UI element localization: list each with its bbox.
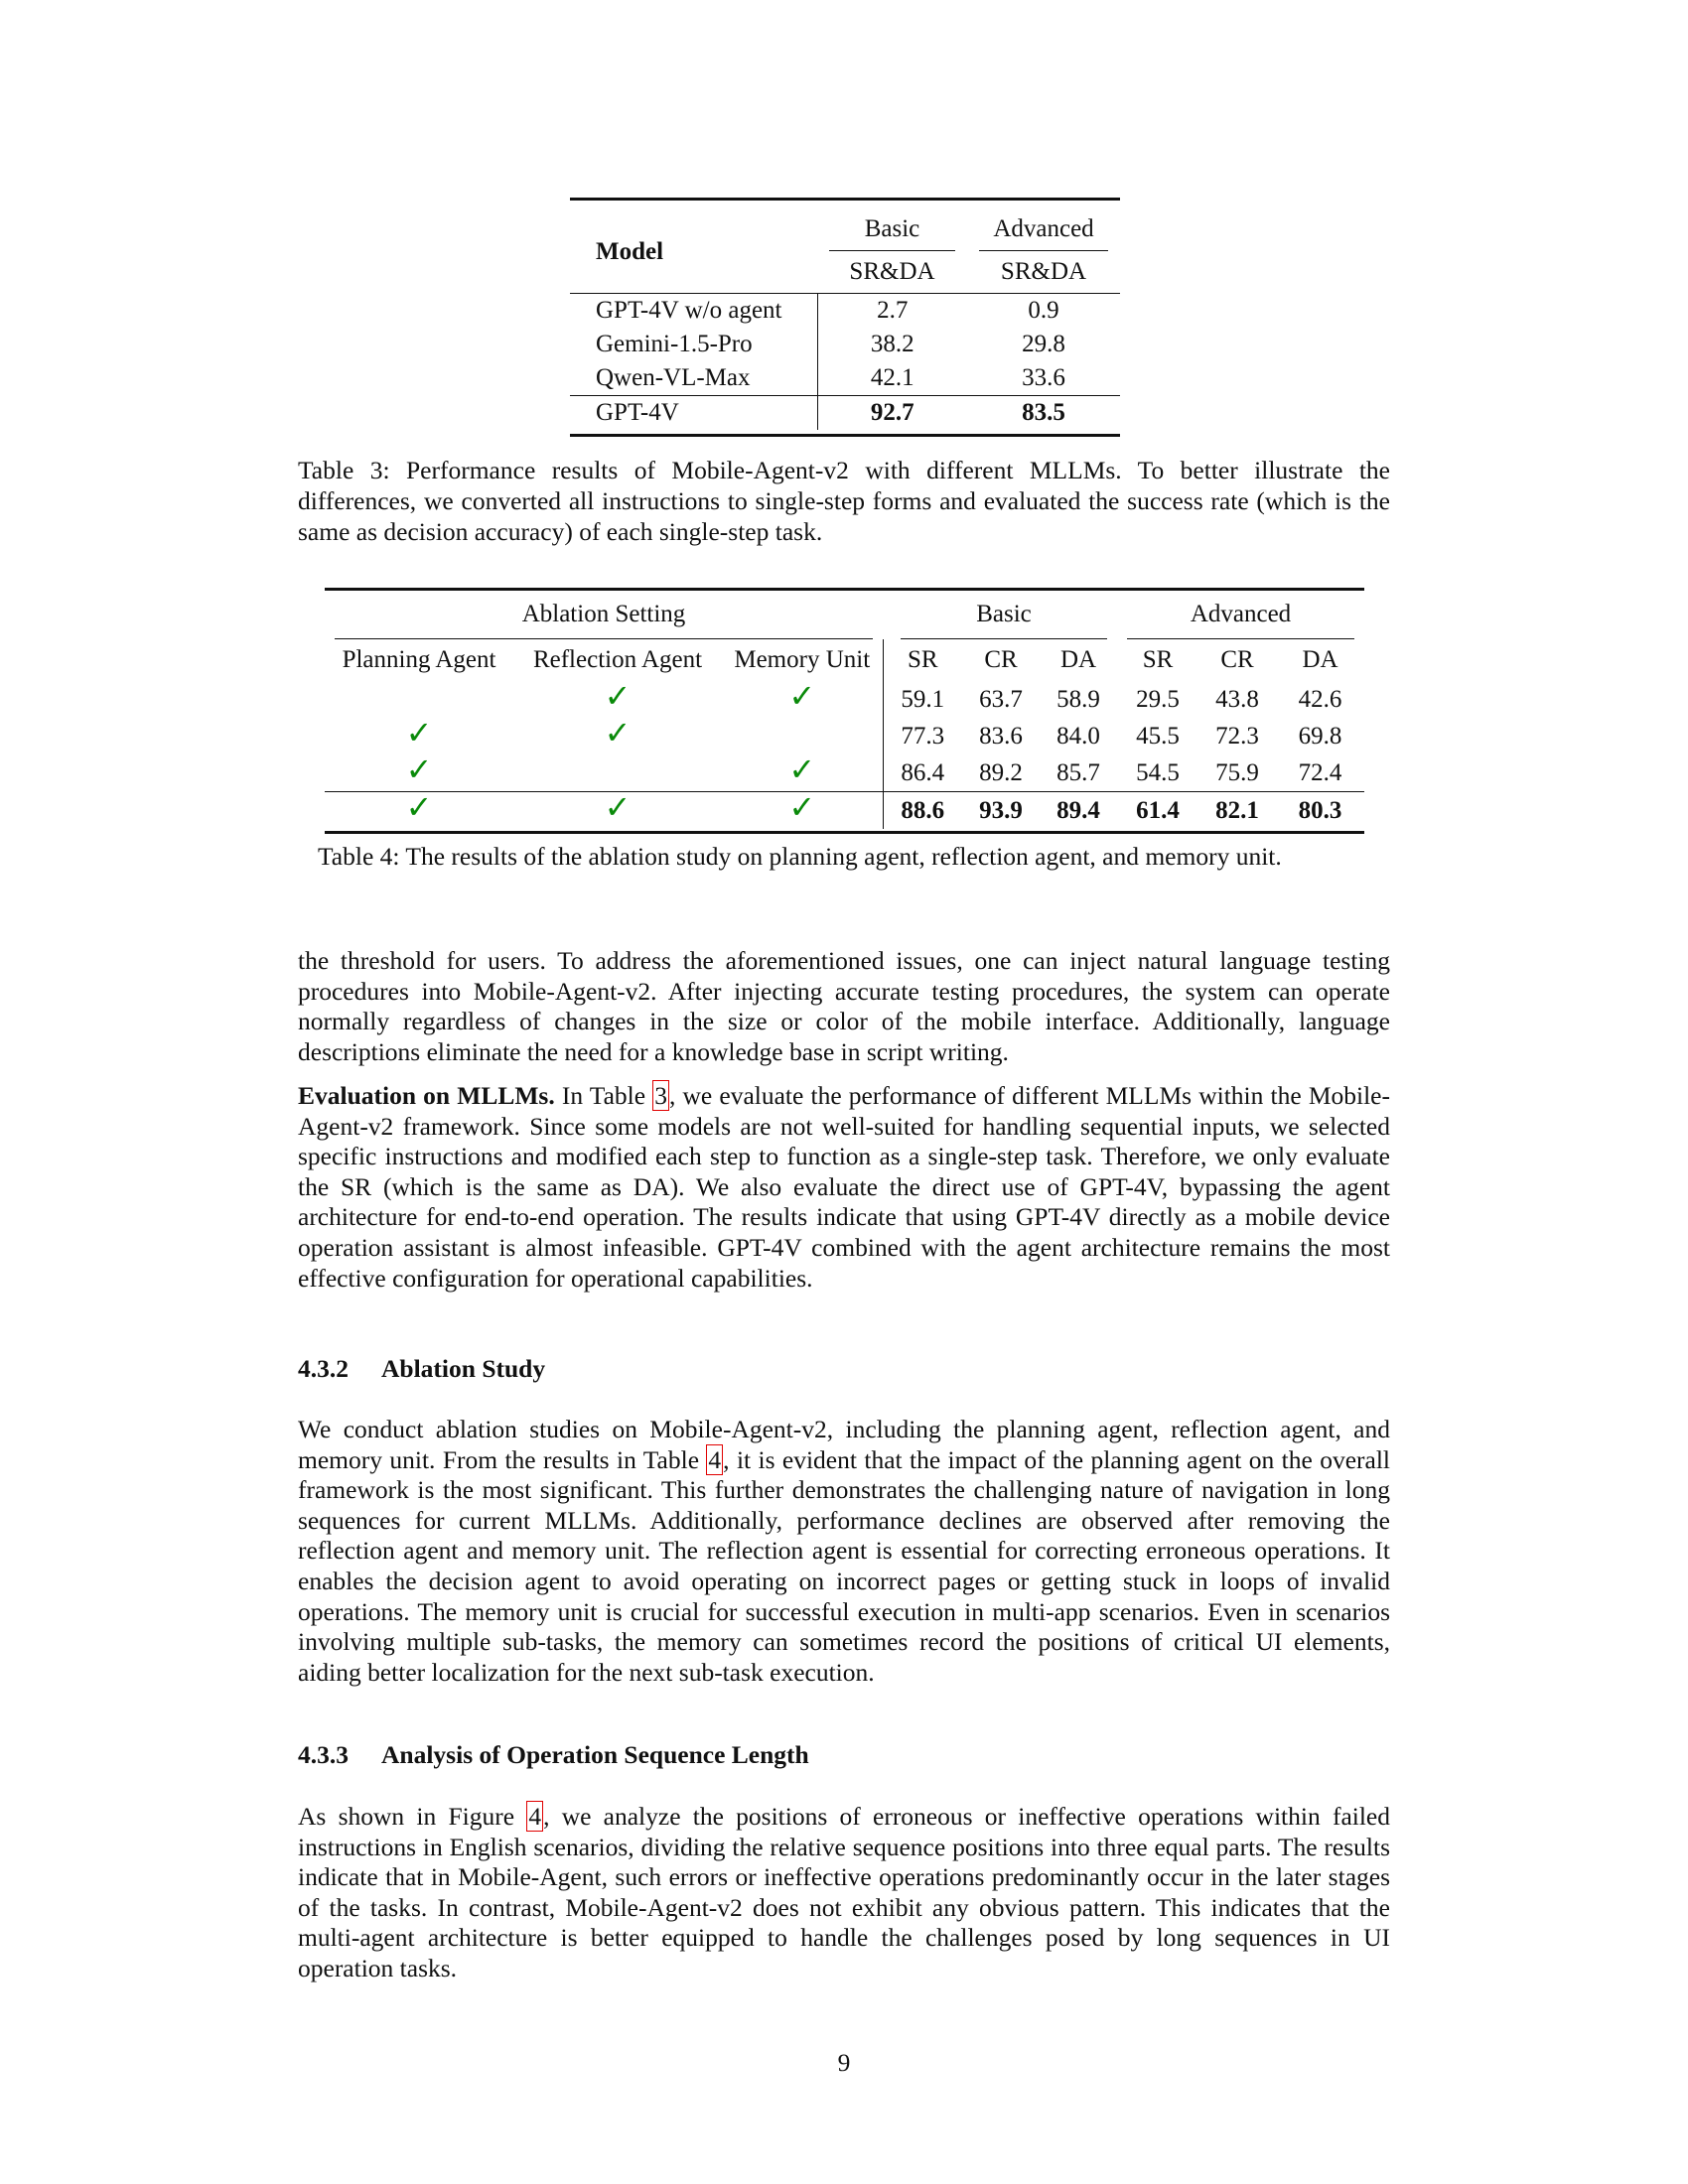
table-ref-link[interactable]: 4	[708, 1444, 722, 1474]
paragraph-ablation: We conduct ablation studies on Mobile-Agent-v2, including the planning agent, reflection agent, and memory unit. From the results in Table 4, it is evident that the impact of the planning agent on the overall framework is the most significant. This further demonstrates the challenging nature of navigation in long sequences for current MLLMs. Additionally, performance declines are observed after removing the reflection agent and memory unit. The reflection agent is essential for correcting erroneous operations. It enables the decision agent to avoid operating on incorrect pages or getting stuck in loops of invalid operations. The memory unit is crucial for successful execution in multi-app scenarios. Even in scenarios involving multiple sub-tasks, the memory can sometimes record the positions of critical UI elements, aiding better localization for the next sub-task execution.	[298, 1415, 1390, 1687]
table4-reflection-cell	[513, 677, 722, 718]
table3-advanced-value: 29.8	[1022, 330, 1065, 357]
paragraph-sequence-length: As shown in Figure 4, we analyze the positions of erroneous or ineffective operations within failed instructions in English scenarios, dividing the relative sequence positions into three equal parts. The results indicate that in Mobile-Agent, such errors or ineffective operations predominantly occur in the later stages of the tasks. In contrast, Mobile-Agent-v2 does not exhibit any obvious pattern. This indicates that the multi-agent architecture is better equipped to handle the challenges posed by long sequences in UI operation tasks.	[298, 1802, 1391, 1982]
table4-ablation-header: Ablation Setting	[335, 597, 873, 639]
table4-value-a-sr: 29.5	[1136, 685, 1180, 713]
page-number: 9	[837, 2048, 851, 2077]
table4-basic-da: DA	[1059, 646, 1097, 673]
table4-value-a-sr: 61.4	[1117, 792, 1198, 830]
table4-value-b-da: 58.9	[1056, 685, 1100, 713]
table4-advanced-header: Advanced	[1127, 597, 1354, 639]
table3-advanced-value: 0.9	[967, 293, 1120, 328]
table3-advanced-value: 83.5	[967, 395, 1120, 430]
check-icon: ✓	[788, 677, 816, 715]
table3-caption: Table 3: Performance results of Mobile-Agent-v2 with different MLLMs. To better illustrate the differences, we converted all instructions to single-step forms and evaluated the success rate (which is the same as decision accuracy) of each single-step task.	[298, 456, 1390, 546]
table4-planning-cell	[325, 788, 513, 830]
table-row	[570, 395, 1120, 430]
table-row	[325, 681, 1364, 718]
table-row	[325, 792, 1364, 830]
table4-value-b-cr: 83.6	[979, 722, 1023, 750]
table4-value-a-sr: 45.5	[1136, 722, 1180, 750]
table3-model-header: Model	[596, 238, 664, 266]
paragraph-threshold: the threshold for users. To address the aforementioned issues, one can inject natural language testing procedures into Mobile-Agent-v2. After injecting accurate testing procedures, the system can operate normally regardless of changes in the size or color of the mobile interface. Additionally, language descriptions eliminate the need for a knowledge base in script writing.	[298, 946, 1390, 1066]
table3-advanced-header: Advanced	[979, 212, 1108, 251]
table3-basic-value: 42.1	[870, 363, 914, 391]
table4-value-a-da: 69.8	[1298, 722, 1342, 750]
table-3	[570, 198, 1120, 437]
table-row	[570, 361, 1120, 396]
check-icon: ✓	[604, 788, 632, 826]
table4-value-b-da: 85.7	[1056, 758, 1100, 786]
table3-model: Qwen-VL-Max	[570, 361, 817, 396]
table4-reflection-cell	[513, 754, 722, 792]
table4-col-planning: Planning Agent	[342, 646, 496, 673]
table3-basic-value: 38.2	[870, 330, 914, 357]
table4-value-b-sr: 88.6	[883, 792, 962, 830]
table4-value-b-sr: 59.1	[901, 685, 945, 713]
check-icon: ✓	[604, 677, 632, 715]
table3-basic-header: Basic	[829, 212, 955, 251]
table4-body	[325, 677, 1364, 829]
table4-value-a-da: 80.3	[1276, 792, 1364, 830]
paragraph-lead: Evaluation on MLLMs.	[298, 1081, 555, 1110]
table4-value-a-sr: 54.5	[1136, 758, 1180, 786]
table3-basic-value: 2.7	[817, 293, 967, 328]
table4-reflection-cell	[513, 788, 722, 830]
table4-value-b-cr: 93.9	[962, 792, 1040, 830]
check-icon: ✓	[405, 788, 433, 826]
table-ref-link[interactable]: 3	[654, 1081, 667, 1110]
table4-reflection-cell	[513, 714, 722, 754]
table4-basic-cr: CR	[984, 646, 1018, 673]
table-4	[325, 588, 1364, 834]
table4-value-a-cr: 72.3	[1215, 722, 1259, 750]
table4-value-b-cr: 63.7	[979, 685, 1023, 713]
table4-memory-cell	[722, 788, 883, 830]
table4-value-b-da: 84.0	[1056, 722, 1100, 750]
table3-model: GPT-4V w/o agent	[570, 293, 817, 328]
table4-value-a-da: 72.4	[1298, 758, 1342, 786]
table4-advanced-cr: CR	[1220, 646, 1254, 673]
table4-basic-sr: SR	[907, 646, 938, 673]
table4-basic-header: Basic	[901, 597, 1107, 639]
table-row	[325, 718, 1364, 754]
table4-memory-cell	[722, 751, 883, 792]
table4-value-a-cr: 75.9	[1215, 758, 1259, 786]
section-heading-4-3-2: 4.3.2 Ablation Study	[298, 1354, 546, 1383]
table4-value-b-sr: 77.3	[901, 722, 945, 750]
table4-value-a-cr: 82.1	[1198, 792, 1276, 830]
table-row	[325, 754, 1364, 792]
table4-col-reflection: Reflection Agent	[532, 646, 703, 673]
table3-model: Gemini-1.5-Pro	[570, 328, 817, 361]
table-row	[570, 293, 1120, 328]
table4-value-a-da: 42.6	[1298, 685, 1342, 713]
figure-ref-link[interactable]: 4	[528, 1802, 542, 1831]
table4-planning-cell	[325, 751, 513, 792]
check-icon: ✓	[788, 788, 816, 826]
table4-value-b-sr: 86.4	[901, 758, 945, 786]
table3-advanced-sub: SR&DA	[1000, 257, 1087, 285]
check-icon: ✓	[405, 714, 433, 751]
table4-advanced-da: DA	[1302, 646, 1338, 673]
check-icon: ✓	[788, 751, 816, 788]
table4-memory-cell	[722, 677, 883, 718]
check-icon: ✓	[604, 714, 632, 751]
table4-value-a-cr: 43.8	[1215, 685, 1259, 713]
table4-value-b-cr: 89.2	[979, 758, 1023, 786]
table4-memory-cell	[722, 718, 883, 754]
table-row	[570, 328, 1120, 361]
check-icon: ✓	[405, 751, 433, 788]
table3-basic-value: 92.7	[817, 395, 967, 430]
table3-model: GPT-4V	[570, 395, 817, 430]
table3-basic-sub: SR&DA	[849, 257, 935, 285]
table4-col-memory: Memory Unit	[722, 639, 883, 681]
table4-planning-cell	[325, 714, 513, 754]
table4-caption: Table 4: The results of the ablation study on planning agent, reflection agent, and memory unit.	[318, 842, 1282, 871]
paragraph-evaluation-mllms: Evaluation on MLLMs. In Table 3, we evaluate the performance of different MLLMs within the Mobile-Agent-v2 framework. Since some models are not well-suited for handling sequential inputs, we selected specific instructions and modified each step to function as a single-step task. Therefore, we only evaluate the SR (which is the same as DA). We also evaluate the direct use of GPT-4V, bypassing the agent architecture for end-to-end operation. The results indicate that using GPT-4V directly as a mobile device operation assistant is almost infeasible. GPT-4V combined with the agent architecture remains the most effective configuration for operational capabilities.	[298, 1081, 1390, 1293]
section-heading-4-3-3: 4.3.3 Analysis of Operation Sequence Length	[298, 1740, 809, 1769]
table4-value-b-da: 89.4	[1040, 792, 1117, 830]
table4-planning-cell	[325, 681, 513, 718]
table3-advanced-value: 33.6	[1022, 363, 1065, 391]
table4-advanced-sr: SR	[1142, 646, 1174, 673]
